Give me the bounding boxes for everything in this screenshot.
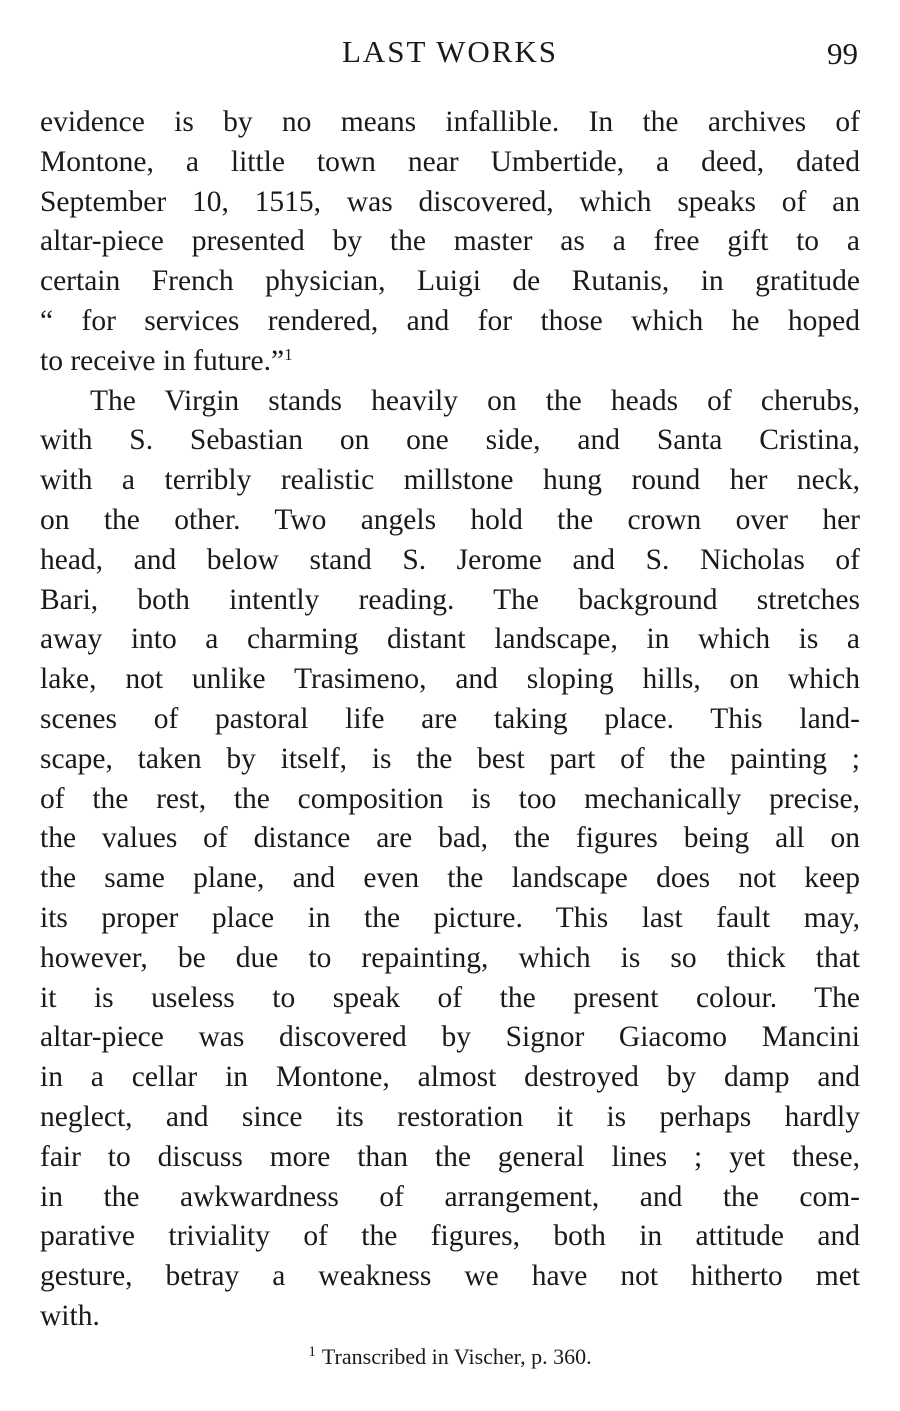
text-line: scape, taken by itself, is the best part of the painting ; xyxy=(40,742,860,775)
text-line: with a terribly realistic millstone hung round her neck, xyxy=(40,464,860,497)
text-line: Montone, a little town near Umbertide, a deed, dated xyxy=(40,145,860,178)
text-line xyxy=(40,342,860,382)
text-line: the same plane, and even the landscape does not keep xyxy=(40,862,860,895)
text-line: gesture, betray a weakness we have not hitherto met xyxy=(40,1260,860,1293)
text-line: its proper place in the picture. This last fault may, xyxy=(40,901,860,934)
text-line: The Virgin stands heavily on the heads of cherubs, xyxy=(90,384,860,417)
text-line: the values of distance are bad, the figures being all on xyxy=(40,822,860,855)
text-line: on the other. Two angels hold the crown over her xyxy=(40,503,860,536)
text-line: head, and below stand S. Jerome and S. Nicholas of xyxy=(40,543,860,576)
text-line: fair to discuss more than the general lines ; yet these, xyxy=(40,1140,860,1173)
text-line: evidence is by no means infallible. In the archives of xyxy=(40,106,860,138)
text-line: neglect, and since its restoration it is perhaps hardly xyxy=(40,1100,860,1133)
footnote-marker: 1 xyxy=(284,344,293,364)
text-line: scenes of pastoral life are taking place. This land- xyxy=(40,702,860,735)
footnote-number: 1 xyxy=(308,1344,316,1360)
text-line-content: to receive in future.” xyxy=(40,344,285,377)
text-line: of the rest, the composition is too mechanically precise, xyxy=(40,782,860,815)
text-line: away into a charming distant landscape, in which is a xyxy=(40,623,860,656)
text-line: however, be due to repainting, which is so thick that xyxy=(40,941,860,974)
text-line: with S. Sebastian on one side, and Santa Cristina, xyxy=(40,424,860,457)
footnote-text: Transcribed in Vischer, p. 360. xyxy=(321,1344,592,1369)
text-line: altar-piece was discovered by Signor Giacomo Mancini xyxy=(40,1021,860,1054)
running-title: LAST WORKS xyxy=(341,34,559,69)
text-line: September 10, 1515, was discovered, which speaks of an xyxy=(40,185,860,218)
text-line: in the awkwardness of arrangement, and the com- xyxy=(40,1180,860,1213)
text-line: “ for services rendered, and for those which he hoped xyxy=(40,304,860,337)
text-line: parative triviality of the figures, both in attitude and xyxy=(40,1220,860,1253)
page-number: 99 xyxy=(827,36,858,71)
text-line: it is useless to speak of the present colour. The xyxy=(40,981,860,1014)
body-text xyxy=(40,103,860,1337)
text-line: in a cellar in Montone, almost destroyed by damp and xyxy=(40,1061,860,1094)
text-line: Bari, both intently reading. The background stretches xyxy=(40,583,860,616)
text-line: certain French physician, Luigi de Rutanis, in gratitude xyxy=(40,265,860,298)
text-line: lake, not unlike Trasimeno, and sloping hills, on which xyxy=(40,663,860,696)
text-line: altar-piece presented by the master as a free gift to a xyxy=(40,225,860,258)
running-header xyxy=(40,30,860,78)
text-line: with. xyxy=(40,1299,100,1332)
footnote xyxy=(0,1340,900,1374)
